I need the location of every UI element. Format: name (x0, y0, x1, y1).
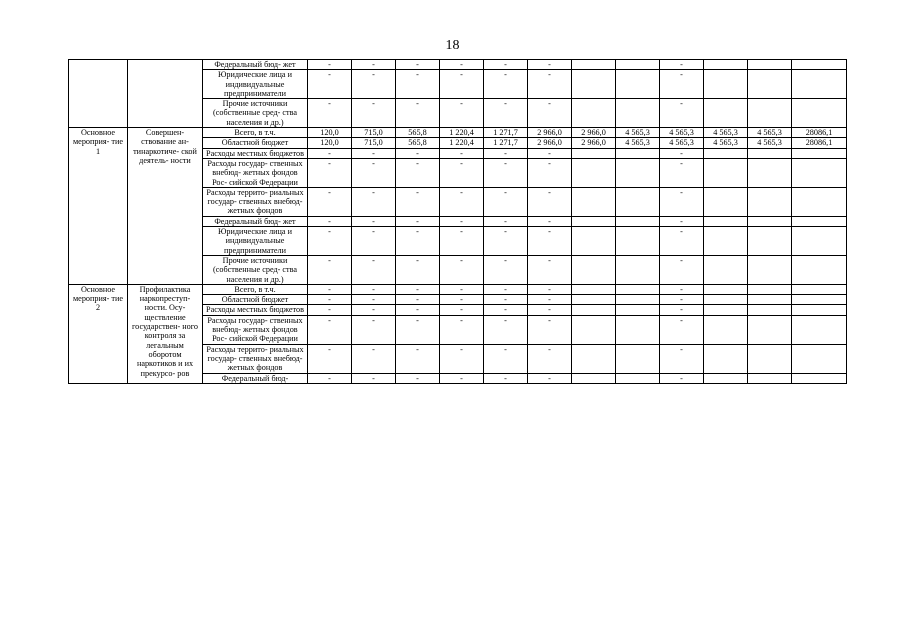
value-cell: - (484, 60, 528, 70)
funding-source-cell: Расходы государ- ственных внебюд- жетных фондов Рос- сийской Федерации (203, 315, 308, 344)
activity-name-cell: Основное мероприя- тие 2 (69, 284, 128, 383)
value-cell: - (660, 227, 704, 256)
value-cell: - (440, 60, 484, 70)
value-cell: - (352, 216, 396, 226)
value-cell: 4 565,3 (748, 138, 792, 148)
funding-source-cell: Расходы местных бюджетов (203, 148, 308, 158)
value-cell (792, 295, 847, 305)
value-cell: 1 220,4 (440, 128, 484, 138)
value-cell: - (396, 187, 440, 216)
value-cell (792, 216, 847, 226)
value-cell: - (528, 284, 572, 294)
value-cell (572, 187, 616, 216)
value-cell: - (308, 373, 352, 383)
value-cell (748, 255, 792, 284)
value-cell: - (352, 70, 396, 99)
value-cell: - (396, 70, 440, 99)
funding-source-cell: Расходы террито- риальных государ- ственных внебюд- жетных фондов (203, 344, 308, 373)
value-cell (792, 315, 847, 344)
value-cell: - (352, 227, 396, 256)
value-cell (616, 187, 660, 216)
value-cell: 565,8 (396, 128, 440, 138)
value-cell (572, 284, 616, 294)
activity-description-cell: Совершен- ствование ан- тинаркотиче- ской деятель- ности (128, 128, 203, 285)
value-cell (748, 227, 792, 256)
value-cell: - (660, 284, 704, 294)
value-cell: - (660, 70, 704, 99)
value-cell: - (484, 344, 528, 373)
value-cell (616, 148, 660, 158)
value-cell: - (528, 187, 572, 216)
value-cell: - (396, 373, 440, 383)
value-cell: - (660, 315, 704, 344)
value-cell (792, 187, 847, 216)
value-cell: - (528, 373, 572, 383)
value-cell: - (308, 148, 352, 158)
value-cell: 4 565,3 (704, 128, 748, 138)
value-cell: - (660, 158, 704, 187)
value-cell (792, 284, 847, 294)
value-cell: 4 565,3 (616, 138, 660, 148)
value-cell (616, 158, 660, 187)
funding-source-cell: Прочие источники (собственные сред- ства населения и др.) (203, 99, 308, 128)
value-cell: - (484, 99, 528, 128)
value-cell (572, 305, 616, 315)
value-cell: 120,0 (308, 138, 352, 148)
value-cell (704, 295, 748, 305)
value-cell (572, 158, 616, 187)
value-cell: - (528, 99, 572, 128)
value-cell (704, 60, 748, 70)
value-cell: 120,0 (308, 128, 352, 138)
value-cell: - (660, 187, 704, 216)
page-number: 18 (445, 38, 460, 53)
funding-source-cell: Юридические лица и индивидуальные предприниматели (203, 70, 308, 99)
value-cell: - (352, 373, 396, 383)
value-cell (704, 70, 748, 99)
value-cell (616, 373, 660, 383)
funding-source-cell: Прочие источники (собственные сред- ства населения и др.) (203, 255, 308, 284)
value-cell: - (396, 295, 440, 305)
value-cell (748, 295, 792, 305)
value-cell: - (352, 187, 396, 216)
value-cell: - (484, 216, 528, 226)
value-cell (572, 60, 616, 70)
funding-source-cell: Расходы государ- ственных внебюд- жетных фондов Рос- сийской Федерации (203, 158, 308, 187)
value-cell: - (396, 305, 440, 315)
value-cell: - (528, 158, 572, 187)
value-cell: - (396, 315, 440, 344)
activity-description-cell (128, 60, 203, 128)
value-cell: - (440, 158, 484, 187)
value-cell: 2 966,0 (528, 128, 572, 138)
value-cell: - (352, 284, 396, 294)
value-cell (616, 70, 660, 99)
value-cell (616, 315, 660, 344)
value-cell (748, 187, 792, 216)
value-cell: 715,0 (352, 128, 396, 138)
value-cell (748, 344, 792, 373)
value-cell: - (484, 295, 528, 305)
value-cell: - (308, 60, 352, 70)
value-cell: - (440, 295, 484, 305)
value-cell (572, 344, 616, 373)
value-cell (572, 315, 616, 344)
value-cell (704, 99, 748, 128)
value-cell: 715,0 (352, 138, 396, 148)
value-cell (572, 295, 616, 305)
value-cell: - (528, 344, 572, 373)
value-cell: - (396, 284, 440, 294)
funding-source-cell: Федеральный бюд- жет (203, 60, 308, 70)
value-cell: - (440, 227, 484, 256)
value-cell: - (308, 295, 352, 305)
value-cell: - (528, 255, 572, 284)
value-cell: - (660, 216, 704, 226)
value-cell: - (660, 305, 704, 315)
value-cell: 28086,1 (792, 128, 847, 138)
value-cell: 1 271,7 (484, 128, 528, 138)
value-cell (748, 315, 792, 344)
value-cell (792, 305, 847, 315)
funding-source-cell: Федеральный бюд- (203, 373, 308, 383)
value-cell (616, 227, 660, 256)
value-cell: - (484, 255, 528, 284)
value-cell: - (440, 148, 484, 158)
value-cell (748, 158, 792, 187)
value-cell: - (352, 99, 396, 128)
value-cell: - (440, 373, 484, 383)
value-cell (792, 70, 847, 99)
activity-name-cell (69, 60, 128, 128)
value-cell: - (484, 158, 528, 187)
value-cell (704, 255, 748, 284)
value-cell (704, 284, 748, 294)
funding-source-cell: Расходы террито- риальных государ- ственных внебюд- жетных фондов (203, 187, 308, 216)
value-cell: - (484, 227, 528, 256)
value-cell: - (484, 148, 528, 158)
value-cell (792, 255, 847, 284)
value-cell: - (484, 373, 528, 383)
value-cell: - (308, 187, 352, 216)
value-cell (616, 284, 660, 294)
value-cell: - (484, 187, 528, 216)
value-cell (704, 216, 748, 226)
value-cell: 1 220,4 (440, 138, 484, 148)
value-cell: 565,8 (396, 138, 440, 148)
value-cell: - (528, 295, 572, 305)
value-cell: - (396, 60, 440, 70)
value-cell (792, 158, 847, 187)
value-cell (748, 373, 792, 383)
value-cell: - (440, 187, 484, 216)
value-cell: - (660, 344, 704, 373)
value-cell: - (528, 70, 572, 99)
funding-source-cell: Расходы местных бюджетов (203, 305, 308, 315)
value-cell: - (396, 158, 440, 187)
value-cell (704, 158, 748, 187)
value-cell: - (308, 70, 352, 99)
value-cell (616, 344, 660, 373)
value-cell: 4 565,3 (660, 128, 704, 138)
value-cell: - (352, 158, 396, 187)
value-cell: - (308, 158, 352, 187)
value-cell (616, 295, 660, 305)
value-cell (704, 148, 748, 158)
value-cell: - (396, 216, 440, 226)
value-cell: - (660, 60, 704, 70)
value-cell (748, 60, 792, 70)
value-cell: - (352, 255, 396, 284)
value-cell: - (308, 315, 352, 344)
value-cell: - (352, 60, 396, 70)
funding-source-cell: Областной бюджет (203, 138, 308, 148)
value-cell (748, 305, 792, 315)
value-cell (704, 315, 748, 344)
value-cell: - (396, 148, 440, 158)
value-cell (748, 70, 792, 99)
value-cell (616, 99, 660, 128)
value-cell: - (308, 344, 352, 373)
value-cell: - (528, 227, 572, 256)
value-cell (748, 148, 792, 158)
value-cell: 4 565,3 (616, 128, 660, 138)
value-cell: - (528, 315, 572, 344)
funding-source-cell: Областной бюджет (203, 295, 308, 305)
value-cell: - (396, 99, 440, 128)
value-cell: - (660, 255, 704, 284)
value-cell (616, 305, 660, 315)
value-cell: 2 966,0 (572, 138, 616, 148)
value-cell: - (352, 305, 396, 315)
value-cell: - (528, 60, 572, 70)
activity-description-cell: Профилактика наркопреступ- ности. Осу- ществление государствен- ного контроля за легальным оборотом наркотиков и их прекурсо- ров (128, 284, 203, 383)
value-cell: - (396, 255, 440, 284)
value-cell (704, 187, 748, 216)
value-cell: 4 565,3 (748, 128, 792, 138)
value-cell (616, 216, 660, 226)
value-cell: 28086,1 (792, 138, 847, 148)
value-cell (616, 60, 660, 70)
value-cell (704, 305, 748, 315)
value-cell: - (440, 315, 484, 344)
value-cell (748, 99, 792, 128)
value-cell: - (484, 70, 528, 99)
value-cell (704, 373, 748, 383)
value-cell (616, 255, 660, 284)
activity-name-cell: Основное мероприя- тие 1 (69, 128, 128, 285)
value-cell: - (440, 70, 484, 99)
value-cell: - (308, 227, 352, 256)
funding-source-cell: Юридические лица и индивидуальные предприниматели (203, 227, 308, 256)
value-cell (572, 227, 616, 256)
funding-source-cell: Всего, в т.ч. (203, 284, 308, 294)
value-cell: - (660, 99, 704, 128)
value-cell: - (660, 295, 704, 305)
value-cell: - (528, 305, 572, 315)
funding-source-cell: Всего, в т.ч. (203, 128, 308, 138)
value-cell (792, 344, 847, 373)
value-cell: - (660, 148, 704, 158)
value-cell: - (352, 295, 396, 305)
table-row (69, 284, 847, 294)
value-cell: - (352, 148, 396, 158)
value-cell (792, 60, 847, 70)
value-cell (792, 227, 847, 256)
value-cell: - (528, 148, 572, 158)
value-cell (572, 70, 616, 99)
value-cell: 1 271,7 (484, 138, 528, 148)
value-cell: - (308, 255, 352, 284)
value-cell: - (440, 344, 484, 373)
value-cell (748, 216, 792, 226)
value-cell (748, 284, 792, 294)
value-cell: - (308, 99, 352, 128)
value-cell (572, 216, 616, 226)
value-cell: 2 966,0 (528, 138, 572, 148)
value-cell: - (440, 99, 484, 128)
value-cell: - (440, 216, 484, 226)
value-cell: - (440, 305, 484, 315)
value-cell (792, 99, 847, 128)
value-cell (704, 344, 748, 373)
value-cell (792, 148, 847, 158)
value-cell: - (660, 373, 704, 383)
value-cell (792, 373, 847, 383)
value-cell: - (308, 305, 352, 315)
value-cell: - (440, 255, 484, 284)
value-cell: - (484, 305, 528, 315)
value-cell: 4 565,3 (704, 138, 748, 148)
value-cell (572, 99, 616, 128)
value-cell: - (308, 284, 352, 294)
value-cell: - (352, 315, 396, 344)
value-cell (704, 227, 748, 256)
value-cell: - (352, 344, 396, 373)
value-cell: - (484, 315, 528, 344)
value-cell (572, 148, 616, 158)
value-cell: - (528, 216, 572, 226)
value-cell (572, 255, 616, 284)
table-row (69, 60, 847, 70)
value-cell: - (396, 227, 440, 256)
table-row (69, 128, 847, 138)
funding-source-cell: Федеральный бюд- жет (203, 216, 308, 226)
budget-table (68, 59, 847, 384)
value-cell: 4 565,3 (660, 138, 704, 148)
value-cell: - (484, 284, 528, 294)
value-cell: - (440, 284, 484, 294)
value-cell: - (308, 216, 352, 226)
value-cell: - (396, 344, 440, 373)
value-cell (572, 373, 616, 383)
value-cell: 2 966,0 (572, 128, 616, 138)
